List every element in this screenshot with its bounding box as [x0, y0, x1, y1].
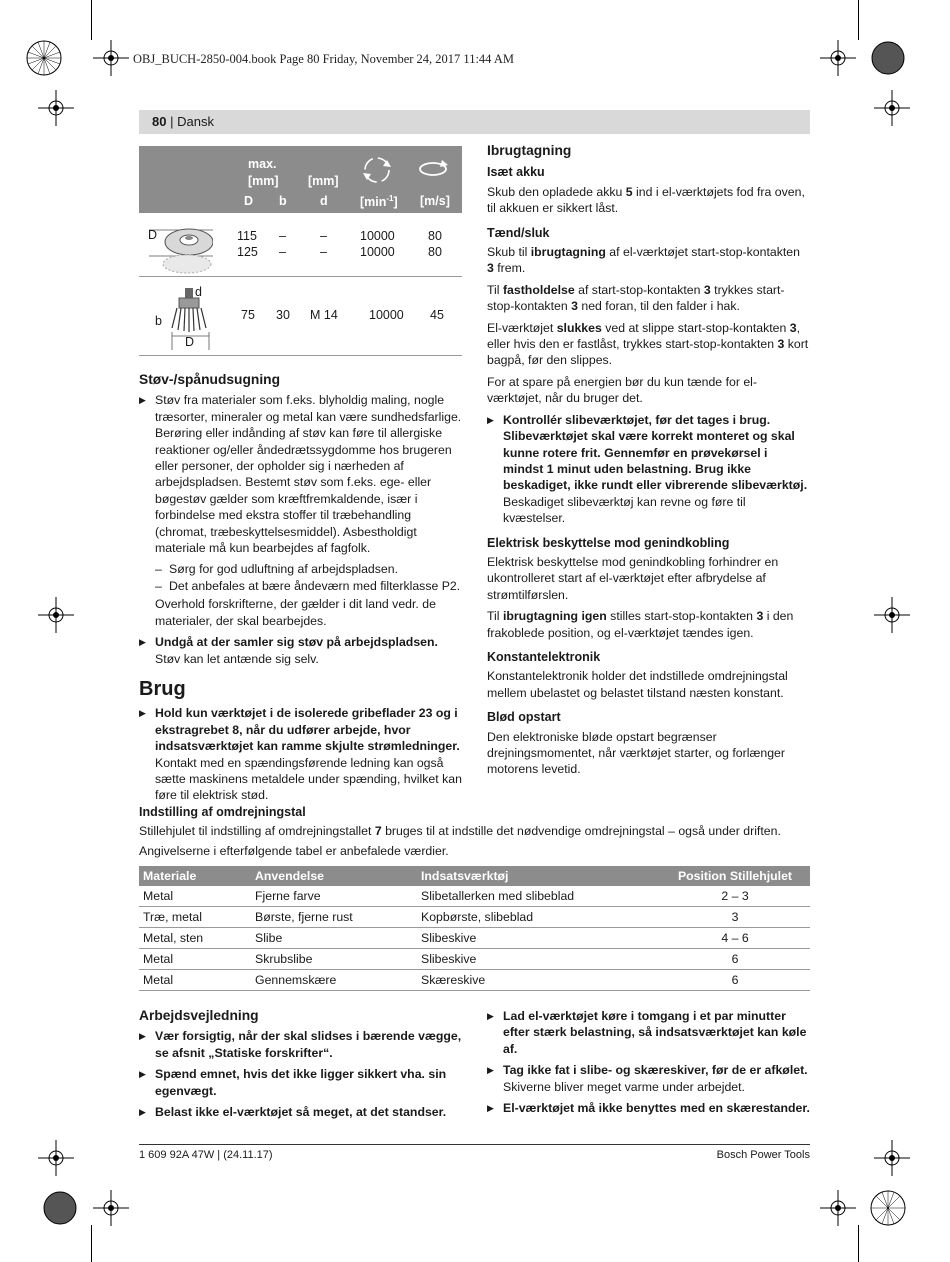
crosshair-icon [874, 1140, 910, 1176]
work-bullet: ▶ Belast ikke el-værktøjet så meget, at det standser. [139, 1104, 464, 1120]
cell-D: 75 [241, 308, 255, 322]
lock-on-text: Til fastholdelse af start-stop-kontakten 3 trykkes start-stop-kontakten 3 ned foran, til den falder i hak. [487, 282, 785, 314]
commissioning-heading: Ibrugtagning [487, 143, 572, 158]
brush-label-b: b [155, 314, 162, 328]
work-right-column [487, 1008, 810, 1121]
cell-d: M 14 [310, 308, 338, 322]
header-rpm: $[\min^{-1}]$ [360, 194, 398, 210]
work-bullet: ▶ Vær forsigtig, når der skal slidses i bærende vægge, se afsnit „Statiske forskrifter“. [139, 1028, 464, 1061]
registration-mark-icon [858, 1178, 918, 1238]
crosshair-icon [874, 90, 910, 126]
right-column [487, 143, 810, 783]
rpm-table [139, 866, 810, 991]
header-mm: [mm] [308, 174, 339, 188]
rpm-text-2: Angivelserne i efterfølgende tabel er anbefalede værdier. [139, 843, 449, 858]
dust-warning: ▶ Støv fra materialer som f.eks. blyholdig maling, nogle træsorter, mineraler og metal kan være sundhedsfarlige. Berøring eller indånding af støv kan føre til allergiske reaktioner og/eller åndedrætssygdomme hos brugeren eller personer, der opholder sig i nærheden af arbejdspladsen. Bestemt støv som f.eks. ege- eller bøgestøv gælder som kræftfremkaldende, især i forbindelse med ekstra stoffer til træbehandling (chromat, træbeskyttelsesmiddel). Asbestholdigt materiale må kun bearbejdes af fagfolk. [139, 392, 464, 556]
crosshair-icon [820, 1190, 856, 1226]
avoid-dust-warning: ▶ Undgå at der samler sig støv på arbejdspladsen. Støv kan let antænde sig selv. [139, 634, 464, 667]
use-warning: ▶ Hold kun værktøjet i de isolerede gribeflader 23 og i ekstragrebet 8, når du udfører arbejde, hvor indsatsværktøjet kan ramme skjulte strømledninger. Kontakt med en spændingsførende ledning kan også sætte maskinens metaldele under spænding, hvilket kan føre til elektrisk stød. [139, 705, 464, 803]
cell-ms: 80 [428, 229, 442, 243]
crosshair-icon [874, 597, 910, 633]
switch-off-text: El-værktøjet slukkes ved at slippe start-stop-kontakten 3, eller hvis den er fastlåst, trykkes start-stop-kontakten 3 kort bagpå, før den slippes. [487, 320, 809, 368]
work-bullet: ▶ Lad el-værktøjet køre i tomgang i et par minutter efter stærk belastning, så indsatsværktøjet kan køle af. [487, 1008, 810, 1057]
energy-text: For at spare på energien bør du kun tænde for el-værktøjet, når du bruger det. [487, 374, 757, 406]
trim-line [91, 0, 92, 40]
crosshair-icon [38, 1140, 74, 1176]
work-left-column [139, 1008, 464, 1125]
table-row: Metal Skrubslibe Slibeskive 6 [139, 949, 810, 970]
rpm-text: Stillehjulet til indstilling af omdrejningstallet 7 bruges til at indstille det nødvendige omdrejningstal – også under driften. [139, 824, 781, 839]
table-row: Metal Gennemskære Skæreskive 6 [139, 970, 810, 991]
dust-dash-item: – Det anbefales at bære åndeværn med filterklasse P2. [139, 578, 464, 594]
work-bullet: ▶ El-værktøjet må ikke benyttes med en skærestander. [487, 1100, 810, 1116]
cell-ms: 80 [428, 245, 442, 259]
cell-d: – [320, 229, 327, 243]
footer-brand: Bosch Power Tools [716, 1149, 810, 1161]
header-language: Dansk [177, 114, 214, 129]
cell-b: – [279, 245, 286, 259]
column-header: Indsatsværktøj [417, 866, 660, 886]
column-header: Anvendelse [251, 866, 417, 886]
cell-D: 115 [237, 229, 257, 243]
rpm-section [139, 804, 810, 859]
spec-table-header [139, 146, 462, 213]
registration-mark-icon [30, 1178, 90, 1238]
brush-label-D: D [185, 335, 195, 349]
page-header [139, 110, 810, 134]
brush-label-d: d [195, 285, 202, 299]
trim-line [858, 0, 859, 40]
work-bullet: ▶ Tag ikke fat i slibe- og skæreskiver, før de er afkølet. Skiverne bliver meget varme under arbejdet. [487, 1062, 810, 1095]
table-row: Metal Fjerne farve Slibetallerken med slibeblad 2 – 3 [139, 886, 810, 907]
cell-rpm: 10000 [360, 229, 395, 243]
registration-mark-icon [14, 28, 74, 88]
header-separator: | [170, 114, 174, 129]
header-d: d [320, 194, 328, 208]
table-row: Træ, metal Børste, fjerne rust Kopbørste, slibeblad 3 [139, 907, 810, 928]
header-ms: [m/s] [420, 194, 450, 208]
header-D: D [244, 194, 254, 208]
check-tool-warning: ▶ Kontrollér slibeværktøjet, før det tages i brug. Slibeværktøjet skal være korrekt monteret og skal kunne rotere frit. Gennemfør en prøvekørsel i mindst 1 minut uden belastning. Brug ikke beskadiget, ikke rundt eller vibrerende slibeværktøj. Beskadiget slibeværktøj kan revne og føre til kvæstelser. [487, 412, 810, 527]
constant-electronics-heading: Konstantelektronik [487, 649, 601, 664]
soft-start-text: Den elektroniske bløde opstart begrænser drejningsmomentet, når værktøjet starter, og forlænger motorens levetid. [487, 729, 785, 777]
crosshair-icon [38, 90, 74, 126]
column-header: Position Stillehjulet [660, 866, 810, 886]
dust-heading: Støv-/spånudsugning [139, 372, 281, 387]
crosshair-icon [820, 40, 856, 76]
cell-rpm: 10000 [369, 308, 404, 322]
rpm-table-header-row [139, 866, 810, 886]
work-heading: Arbejdsvejledning [139, 1008, 259, 1023]
footer-rule [139, 1144, 810, 1145]
dust-note: Overhold forskrifterne, der gælder i dit land vedr. de materialer, der skal bearbejdes. [155, 597, 436, 628]
table-row: Metal, sten Slibe Slibeskive 4 – 6 [139, 928, 810, 949]
cell-D: 125 [237, 245, 258, 259]
cell-rpm: 10000 [360, 245, 395, 259]
cell-b: – [279, 229, 286, 243]
page-number: 80 [152, 114, 167, 129]
constant-electronics-text: Konstantelektronik holder det indstillede omdrejningstal mellem ubelastet og belastet tilstand næsten konstant. [487, 669, 788, 700]
trim-line [858, 1225, 859, 1262]
work-bullet: ▶ Spænd emnet, hvis det ikke ligger sikkert vha. sin egenvægt. [139, 1066, 464, 1099]
spec-table [139, 146, 462, 356]
disc-label-D: D [148, 228, 158, 242]
insert-battery-heading: Isæt akku [487, 165, 545, 180]
crosshair-icon [38, 597, 74, 633]
restart-text: Til ibrugtagning igen stilles start-stop-kontakten 3 i den frakoblede position, og el-værktøjet tændes igen. [487, 609, 794, 640]
peripheral-speed-icon [416, 156, 450, 180]
restart-protection-text: Elektrisk beskyttelse mod genindkobling forhindrer en ukontrolleret start af el-værktøjet efter afbrydelse af strømtilførslen. [487, 554, 779, 602]
header-max: max. [248, 157, 277, 171]
insert-battery-text: Skub den opladede akku 5 ind i el-værktøjets fod fra oven, til akkuen er sikkert låst. [487, 184, 805, 216]
use-heading: Brug [139, 677, 186, 700]
column-header: Materiale [139, 866, 251, 886]
rpm-heading: Indstilling af omdrejningstal [139, 805, 306, 819]
cell-d: – [320, 245, 327, 259]
footer-doc-number: 1 609 92A 47W | (24.11.17) [139, 1149, 273, 1161]
dust-dash-item: – Sørg for god udluftning af arbejdspladsen. [139, 561, 464, 577]
header-b: b [279, 194, 287, 208]
trim-line [91, 1225, 92, 1262]
header-mm: [mm] [248, 174, 279, 188]
switch-on-text: Skub til ibrugtagning af el-værktøjet start-stop-kontakten 3 frem. [487, 245, 800, 276]
crosshair-icon [93, 1190, 129, 1226]
cell-ms: 45 [430, 308, 444, 322]
soft-start-heading: Blød opstart [487, 710, 561, 725]
restart-protection-heading: Elektrisk beskyttelse mod genindkobling [487, 535, 730, 550]
rotation-speed-icon [358, 151, 396, 189]
cell-b: 30 [276, 308, 290, 322]
crosshair-icon [93, 40, 129, 76]
left-column [139, 372, 464, 809]
print-slug: OBJ_BUCH-2850-004.book Page 80 Friday, November 24, 2017 11:44 AM [133, 52, 514, 66]
registration-mark-icon [858, 28, 918, 88]
on-off-heading: Tænd/sluk [487, 225, 550, 240]
